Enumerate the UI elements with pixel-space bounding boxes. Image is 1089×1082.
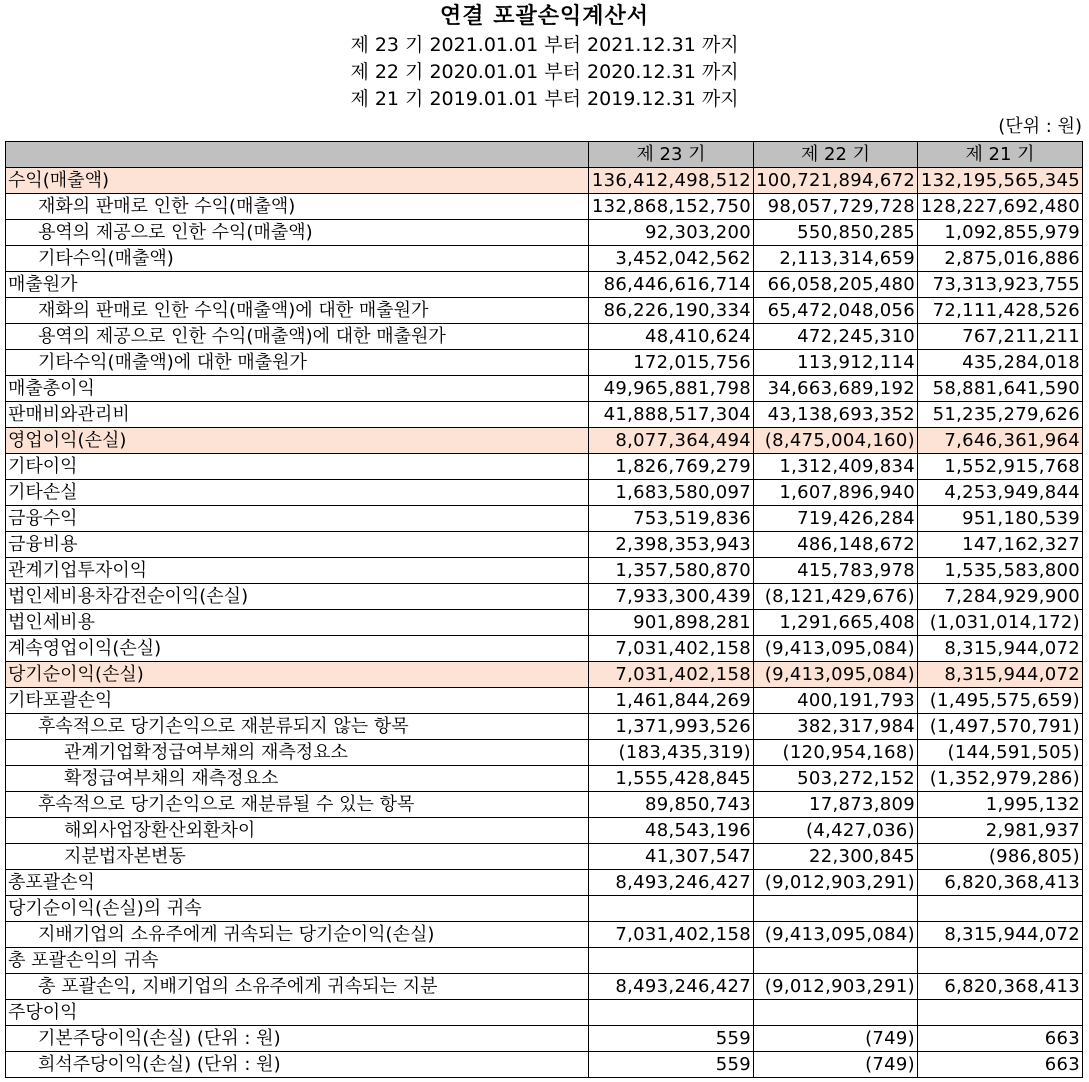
- row-label: 기타수익(매출액)에 대한 매출원가: [6, 350, 589, 376]
- row-label: 지분법자본변동: [6, 844, 589, 870]
- cell-period-22: 2,113,314,659: [754, 246, 918, 272]
- cell-period-23: [589, 1000, 754, 1026]
- row-label: 해외사업장환산외환차이: [6, 818, 589, 844]
- row-label: 후속적으로 당기손익으로 재분류되지 않는 항목: [6, 714, 589, 740]
- table-row: [6, 766, 1083, 792]
- table-row: [6, 948, 1083, 974]
- row-label: 확정급여부채의 재측정요소: [6, 766, 589, 792]
- cell-period-21: (1,352,979,286): [918, 766, 1083, 792]
- cell-period-22: 22,300,845: [754, 844, 918, 870]
- cell-period-22: 1,607,896,940: [754, 480, 918, 506]
- cell-period-23: 48,543,196: [589, 818, 754, 844]
- cell-period-22: (9,012,903,291): [754, 974, 918, 1000]
- cell-period-21: 767,211,211: [918, 324, 1083, 350]
- cell-period-23: 3,452,042,562: [589, 246, 754, 272]
- cell-period-23: 132,868,152,750: [589, 194, 754, 220]
- cell-period-23: 41,888,517,304: [589, 402, 754, 428]
- row-label: 희석주당이익(손실) (단위 : 원): [6, 1052, 589, 1078]
- header-period-21: 제 21 기: [918, 142, 1083, 168]
- row-label: 지배기업의 소유주에게 귀속되는 당기순이익(손실): [6, 922, 589, 948]
- cell-period-21: 58,881,641,590: [918, 376, 1083, 402]
- table-row: [6, 558, 1083, 584]
- cell-period-21: 1,995,132: [918, 792, 1083, 818]
- unit-label: (단위 : 원): [998, 116, 1082, 137]
- cell-period-21: 147,162,327: [918, 532, 1083, 558]
- cell-period-22: (9,413,095,084): [754, 662, 918, 688]
- table-row: [6, 376, 1083, 402]
- table-row: [6, 740, 1083, 766]
- cell-period-21: 6,820,368,413: [918, 974, 1083, 1000]
- table-row: [6, 844, 1083, 870]
- cell-period-22: 1,312,409,834: [754, 454, 918, 480]
- cell-period-22: (8,475,004,160): [754, 428, 918, 454]
- cell-period-22: 65,472,048,056: [754, 298, 918, 324]
- cell-period-21: [918, 1000, 1083, 1026]
- header-period-22: 제 22 기: [754, 142, 918, 168]
- table-row: [6, 792, 1083, 818]
- row-label: 기타포괄손익: [6, 688, 589, 714]
- cell-period-21: 663: [918, 1052, 1083, 1078]
- table-row: [6, 194, 1083, 220]
- cell-period-22: (4,427,036): [754, 818, 918, 844]
- cell-period-22: [754, 1000, 918, 1026]
- cell-period-23: 86,446,616,714: [589, 272, 754, 298]
- income-statement-table: [5, 141, 1083, 1078]
- table-row: [6, 168, 1083, 194]
- cell-period-21: 132,195,565,345: [918, 168, 1083, 194]
- row-label: 수익(매출액): [6, 168, 589, 194]
- row-label: 용역의 제공으로 인한 수익(매출액)에 대한 매출원가: [6, 324, 589, 350]
- cell-period-22: 100,721,894,672: [754, 168, 918, 194]
- table-row: [6, 402, 1083, 428]
- cell-period-23: 41,307,547: [589, 844, 754, 870]
- cell-period-21: 951,180,539: [918, 506, 1083, 532]
- row-label: 금융비용: [6, 532, 589, 558]
- cell-period-22: 400,191,793: [754, 688, 918, 714]
- table-row: [6, 636, 1083, 662]
- cell-period-21: [918, 948, 1083, 974]
- cell-period-21: 1,552,915,768: [918, 454, 1083, 480]
- cell-period-22: 17,873,809: [754, 792, 918, 818]
- table-header-row: [6, 142, 1083, 168]
- cell-period-22: 719,426,284: [754, 506, 918, 532]
- cell-period-23: 559: [589, 1026, 754, 1052]
- cell-period-23: (183,435,319): [589, 740, 754, 766]
- cell-period-21: 2,875,016,886: [918, 246, 1083, 272]
- table-body: [6, 168, 1083, 1078]
- row-label: 총 포괄손익, 지배기업의 소유주에게 귀속되는 지분: [6, 974, 589, 1000]
- cell-period-23: 1,683,580,097: [589, 480, 754, 506]
- row-label: 판매비와관리비: [6, 402, 589, 428]
- cell-period-21: (1,497,570,791): [918, 714, 1083, 740]
- row-label: 재화의 판매로 인한 수익(매출액)에 대한 매출원가: [6, 298, 589, 324]
- cell-period-22: 415,783,978: [754, 558, 918, 584]
- cell-period-22: 550,850,285: [754, 220, 918, 246]
- row-label: 기타이익: [6, 454, 589, 480]
- cell-period-23: 48,410,624: [589, 324, 754, 350]
- cell-period-23: 89,850,743: [589, 792, 754, 818]
- cell-period-23: 1,555,428,845: [589, 766, 754, 792]
- row-label: 주당이익: [6, 1000, 589, 1026]
- row-label: 기본주당이익(손실) (단위 : 원): [6, 1026, 589, 1052]
- cell-period-23: 7,933,300,439: [589, 584, 754, 610]
- row-label: 매출총이익: [6, 376, 589, 402]
- cell-period-23: [589, 948, 754, 974]
- row-label: 영업이익(손실): [6, 428, 589, 454]
- cell-period-23: 136,412,498,512: [589, 168, 754, 194]
- cell-period-22: 98,057,729,728: [754, 194, 918, 220]
- cell-period-21: 435,284,018: [918, 350, 1083, 376]
- cell-period-22: 1,291,665,408: [754, 610, 918, 636]
- table-row: [6, 246, 1083, 272]
- table-row: [6, 714, 1083, 740]
- cell-period-23: 92,303,200: [589, 220, 754, 246]
- table-row: [6, 1000, 1083, 1026]
- cell-period-22: (9,413,095,084): [754, 922, 918, 948]
- cell-period-23: 8,493,246,427: [589, 870, 754, 896]
- table-row: [6, 220, 1083, 246]
- cell-period-23: [589, 896, 754, 922]
- header-label-column: [6, 142, 589, 168]
- cell-period-22: 472,245,310: [754, 324, 918, 350]
- row-label: 관계기업투자이익: [6, 558, 589, 584]
- cell-period-22: [754, 948, 918, 974]
- row-label: 총 포괄손익의 귀속: [6, 948, 589, 974]
- row-label: 재화의 판매로 인한 수익(매출액): [6, 194, 589, 220]
- cell-period-21: [918, 896, 1083, 922]
- table-row: [6, 584, 1083, 610]
- cell-period-21: 2,981,937: [918, 818, 1083, 844]
- cell-period-22: (120,954,168): [754, 740, 918, 766]
- cell-period-21: (1,495,575,659): [918, 688, 1083, 714]
- cell-period-22: 486,148,672: [754, 532, 918, 558]
- table-row: [6, 428, 1083, 454]
- table-row: [6, 818, 1083, 844]
- table-row: [6, 454, 1083, 480]
- table-row: [6, 610, 1083, 636]
- cell-period-23: 559: [589, 1052, 754, 1078]
- cell-period-23: 2,398,353,943: [589, 532, 754, 558]
- cell-period-21: 7,646,361,964: [918, 428, 1083, 454]
- cell-period-21: 1,092,855,979: [918, 220, 1083, 246]
- period-line-22: 제 22 기 2020.01.01 부터 2020.12.31 까지: [350, 61, 739, 83]
- row-label: 금융수익: [6, 506, 589, 532]
- cell-period-21: (144,591,505): [918, 740, 1083, 766]
- cell-period-21: 73,313,923,755: [918, 272, 1083, 298]
- cell-period-21: 128,227,692,480: [918, 194, 1083, 220]
- row-label: 법인세비용: [6, 610, 589, 636]
- table-row: [6, 506, 1083, 532]
- table-row: [6, 922, 1083, 948]
- cell-period-21: 72,111,428,526: [918, 298, 1083, 324]
- table-row: [6, 974, 1083, 1000]
- cell-period-22: (9,413,095,084): [754, 636, 918, 662]
- cell-period-23: 8,077,364,494: [589, 428, 754, 454]
- table-row: [6, 1026, 1083, 1052]
- document-title: 연결 포괄손익계산서: [440, 4, 649, 29]
- row-label: 당기순이익(손실)의 귀속: [6, 896, 589, 922]
- cell-period-22: 34,663,689,192: [754, 376, 918, 402]
- cell-period-22: (9,012,903,291): [754, 870, 918, 896]
- row-label: 관계기업확정급여부채의 재측정요소: [6, 740, 589, 766]
- cell-period-23: 1,826,769,279: [589, 454, 754, 480]
- cell-period-23: 7,031,402,158: [589, 922, 754, 948]
- table-row: [6, 532, 1083, 558]
- row-label: 매출원가: [6, 272, 589, 298]
- row-label: 기타손실: [6, 480, 589, 506]
- cell-period-21: 663: [918, 1026, 1083, 1052]
- cell-period-23: 7,031,402,158: [589, 662, 754, 688]
- cell-period-22: (8,121,429,676): [754, 584, 918, 610]
- cell-period-22: 503,272,152: [754, 766, 918, 792]
- cell-period-23: 7,031,402,158: [589, 636, 754, 662]
- row-label: 후속적으로 당기손익으로 재분류될 수 있는 항목: [6, 792, 589, 818]
- cell-period-22: 382,317,984: [754, 714, 918, 740]
- period-line-21: 제 21 기 2019.01.01 부터 2019.12.31 까지: [350, 88, 739, 110]
- cell-period-21: 8,315,944,072: [918, 662, 1083, 688]
- cell-period-21: 1,535,583,800: [918, 558, 1083, 584]
- cell-period-22: [754, 896, 918, 922]
- table-row: [6, 896, 1083, 922]
- table-row: [6, 480, 1083, 506]
- cell-period-23: 1,461,844,269: [589, 688, 754, 714]
- table-row: [6, 298, 1083, 324]
- row-label: 당기순이익(손실): [6, 662, 589, 688]
- cell-period-23: 1,357,580,870: [589, 558, 754, 584]
- table-row: [6, 272, 1083, 298]
- table-row: [6, 324, 1083, 350]
- row-label: 계속영업이익(손실): [6, 636, 589, 662]
- cell-period-23: 753,519,836: [589, 506, 754, 532]
- cell-period-21: (986,805): [918, 844, 1083, 870]
- cell-period-22: 113,912,114: [754, 350, 918, 376]
- period-line-23: 제 23 기 2021.01.01 부터 2021.12.31 까지: [350, 34, 739, 56]
- cell-period-22: 66,058,205,480: [754, 272, 918, 298]
- row-label: 총포괄손익: [6, 870, 589, 896]
- cell-period-23: 8,493,246,427: [589, 974, 754, 1000]
- cell-period-21: 8,315,944,072: [918, 636, 1083, 662]
- table-row: [6, 688, 1083, 714]
- cell-period-22: (749): [754, 1026, 918, 1052]
- cell-period-21: 6,820,368,413: [918, 870, 1083, 896]
- cell-period-23: 49,965,881,798: [589, 376, 754, 402]
- cell-period-23: 86,226,190,334: [589, 298, 754, 324]
- cell-period-21: 8,315,944,072: [918, 922, 1083, 948]
- row-label: 기타수익(매출액): [6, 246, 589, 272]
- header-period-23: 제 23 기: [589, 142, 754, 168]
- cell-period-21: (1,031,014,172): [918, 610, 1083, 636]
- cell-period-21: 7,284,929,900: [918, 584, 1083, 610]
- table-row: [6, 1052, 1083, 1078]
- cell-period-22: 43,138,693,352: [754, 402, 918, 428]
- table-row: [6, 870, 1083, 896]
- cell-period-22: (749): [754, 1052, 918, 1078]
- row-label: 용역의 제공으로 인한 수익(매출액): [6, 220, 589, 246]
- cell-period-21: 51,235,279,626: [918, 402, 1083, 428]
- table-row: [6, 350, 1083, 376]
- cell-period-23: 1,371,993,526: [589, 714, 754, 740]
- row-label: 법인세비용차감전순이익(손실): [6, 584, 589, 610]
- cell-period-23: 901,898,281: [589, 610, 754, 636]
- cell-period-23: 172,015,756: [589, 350, 754, 376]
- table-row: [6, 662, 1083, 688]
- cell-period-21: 4,253,949,844: [918, 480, 1083, 506]
